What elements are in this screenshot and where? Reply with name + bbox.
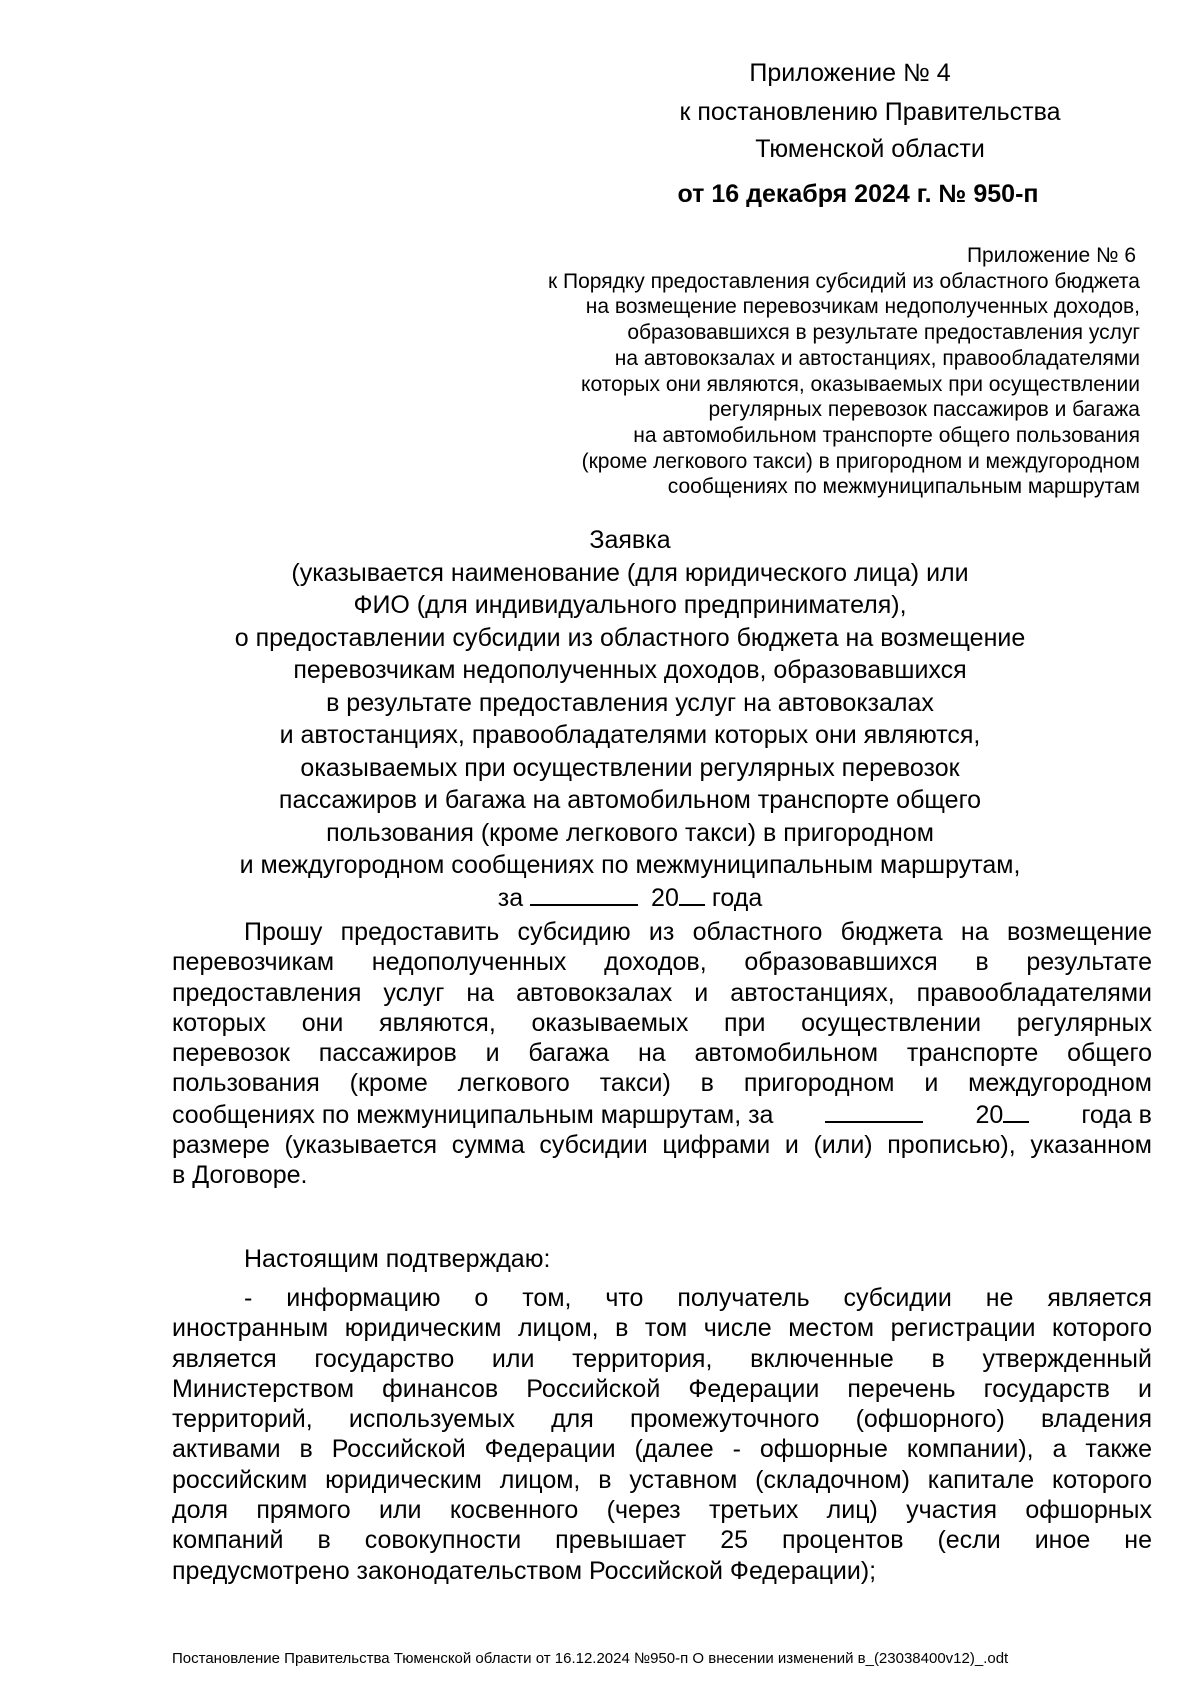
confirmation-paragraph	[172, 1283, 1152, 1586]
appendix-6-line: к Порядку предоставления субсидий из областного бюджета	[548, 269, 1140, 293]
application-title	[200, 524, 1060, 914]
document-footer: Постановление Правительства Тюменской области от 16.12.2024 №950-п О внесении изменений в_(23038400v12)_.odt	[172, 1650, 1009, 1667]
paragraph-line: территорий, используемых для промежуточного (офшорного) владения	[172, 1405, 1152, 1434]
appendix-4-header	[640, 55, 1100, 213]
application-period-line	[200, 882, 1060, 915]
paragraph-line: компаний в совокупности превышает 25 процентов (если иное не	[172, 1526, 1152, 1555]
paragraph-line: предусмотрено законодательством Российской Федерации);	[172, 1556, 877, 1585]
appendix-6-line: регулярных перевозок пассажиров и багажа	[708, 398, 1140, 422]
application-title-line: о предоставлении субсидии из областного бюджета на возмещение	[234, 623, 1026, 652]
period-blank	[530, 882, 638, 906]
period-suffix: года	[711, 883, 763, 912]
paragraph-line: предоставления услуг на автовокзалах и автостанциях, правообладателями	[172, 978, 1152, 1007]
application-title-line: в результате предоставления услуг на автовокзалах	[326, 688, 934, 717]
paragraph-line: размере (указывается сумма субсидии цифрами и (или) прописью), указанном	[172, 1131, 1152, 1160]
paragraph-line: перевозок пассажиров и багажа на автомобильном транспорте общего	[172, 1039, 1152, 1068]
appendix-6-line: (кроме легкового такси) в пригородном и междугородном	[581, 449, 1140, 473]
appendix-6-line: на автомобильном транспорте общего пользования	[633, 423, 1140, 447]
year-blank	[679, 882, 705, 906]
paragraph-line: доля прямого или косвенного (через третьих лиц) участия офшорных	[172, 1496, 1152, 1525]
paragraph-line: в Договоре.	[172, 1161, 308, 1190]
year-blank	[1003, 1099, 1029, 1123]
period-blank	[825, 1099, 923, 1123]
appendix-4-title: Приложение № 4	[749, 59, 951, 87]
application-title-line: (указывается наименование (для юридического лица) или	[291, 558, 969, 587]
appendix-4-date-number: от 16 декабря 2024 г. № 950-п	[677, 180, 1039, 208]
line7-suffix: года в	[1081, 1100, 1152, 1129]
appendix-4-line1: к постановлению Правительства	[679, 98, 1061, 126]
paragraph-line: является государство или территория, включенные в утвержденный	[172, 1344, 1152, 1373]
appendix-6-line: сообщениях по межмуниципальным маршрутам	[667, 475, 1140, 499]
application-title-line: пользования (кроме легкового такси) в пригородном	[326, 818, 934, 847]
period-year-prefix: 20	[651, 883, 679, 912]
application-title-line: перевозчикам недополученных доходов, образовавшихся	[293, 656, 967, 684]
request-paragraph	[172, 917, 1152, 1191]
application-title-line: пассажиров и багажа на автомобильном транспорте общего	[278, 786, 982, 814]
appendix-6-line: которых они являются, оказываемых при осуществлении	[581, 372, 1140, 396]
paragraph-line: российским юридическим лицом, в уставном (складочном) капитале которого	[172, 1465, 1152, 1494]
appendix-6-line: на возмещение перевозчикам недополученных доходов,	[585, 295, 1140, 319]
paragraph-line: иностранным юридическим лицом, в том числе местом регистрации которого	[172, 1314, 1152, 1343]
appendix-6-line: на автовокзалах и автостанциях, правообладателями	[614, 346, 1140, 370]
appendix-6-title: Приложение № 6	[966, 244, 1136, 267]
paragraph-line: перевозчикам недополученных доходов, образовавшихся в результате	[172, 948, 1152, 977]
appendix-6-line: образовавшихся в результате предоставления услуг	[627, 321, 1140, 345]
paragraph-line-period	[172, 1099, 1152, 1130]
paragraph-line: пользования (кроме легкового такси) в пригородном и междугородном	[172, 1069, 1152, 1098]
application-title-line: и автостанциях, правообладателями которых они являются,	[279, 721, 981, 749]
paragraph-line: Прошу предоставить субсидию из областного бюджета на возмещение	[244, 918, 1152, 946]
confirm-heading: Настоящим подтверждаю:	[244, 1245, 551, 1273]
appendix-4-line2: Тюменской области	[755, 135, 985, 163]
line7-prefix: сообщениях по межмуниципальным маршрутам, за	[172, 1100, 774, 1129]
application-heading: Заявка	[589, 526, 671, 554]
period-prefix: за	[497, 883, 524, 912]
paragraph-line: - информацию о том, что получатель субсидии не является	[244, 1284, 1152, 1312]
application-title-line: и междугородном сообщениях по межмуниципальным маршрутам,	[239, 851, 1021, 879]
application-title-line: оказываемых при осуществлении регулярных перевозок	[300, 753, 960, 782]
year-group	[975, 1099, 1029, 1130]
confirm-heading-block	[172, 1244, 1152, 1274]
appendix-6-header	[440, 243, 1140, 500]
application-title-line: ФИО (для индивидуального предпринимателя),	[353, 591, 907, 619]
paragraph-line: активами в Российской Федерации (далее - офшорные компании), а также	[172, 1435, 1152, 1464]
paragraph-line: Министерством финансов Российской Федерации перечень государств и	[172, 1374, 1152, 1403]
paragraph-line: которых они являются, оказываемых при осуществлении регулярных	[172, 1008, 1152, 1037]
line7-year: 20	[975, 1100, 1004, 1129]
